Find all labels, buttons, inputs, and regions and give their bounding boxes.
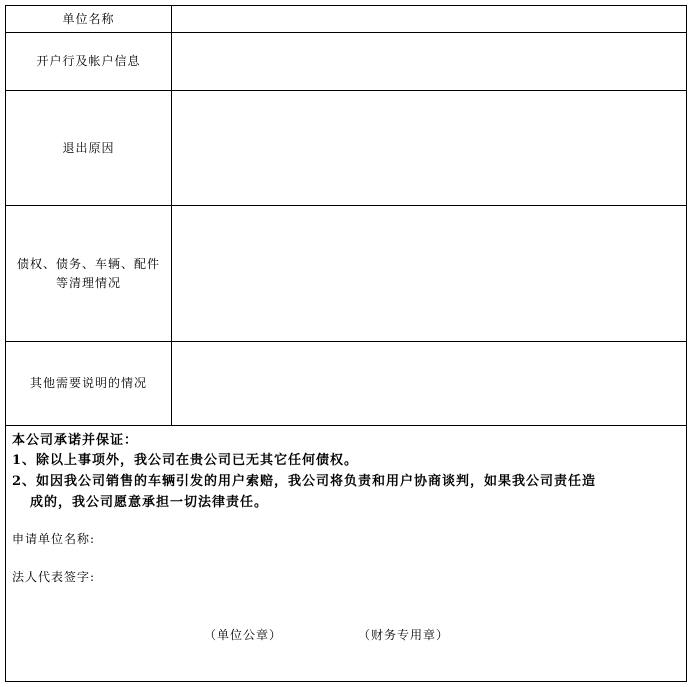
row-other-notes [6, 342, 686, 426]
pledge-item-1: 1、除以上事项外，我公司在贵公司已无其它任何债权。 [12, 453, 359, 468]
row-exit-reason [6, 91, 686, 206]
exit-reason-value[interactable] [172, 91, 686, 205]
applicant-name-field[interactable]: 申请单位名称: [12, 532, 96, 546]
finance-seal-placeholder: （财务专用章） [358, 628, 450, 642]
other-notes-label: 其他需要说明的情况 [6, 342, 172, 425]
pledge-title: 本公司承诺并保证： [12, 433, 139, 448]
row-debt-settlement [6, 206, 686, 342]
legal-rep-signature-field[interactable]: 法人代表签字: [12, 570, 96, 584]
unit-name-label: 单位名称 [6, 6, 172, 32]
debt-settlement-label-line1: 债权、债务、车辆、配件 [16, 256, 160, 271]
row-unit-name [6, 6, 686, 33]
pledge-section [6, 426, 686, 681]
pledge-item-2-line1: 2、如因我公司销售的车辆引发的用户索赔，我公司将负责和用户协商谈判，如果我公司责任造 [12, 474, 597, 489]
bank-info-label: 开户行及帐户信息 [6, 33, 172, 90]
pledge-item-2-line2: 成的，我公司愿意承担一切法律责任。 [30, 495, 269, 510]
exit-application-form [5, 5, 687, 682]
unit-seal-placeholder: （单位公章） [204, 628, 283, 642]
other-notes-value[interactable] [172, 342, 686, 425]
pledge-item-2 [12, 471, 680, 513]
unit-name-value[interactable] [172, 6, 686, 32]
bank-info-value[interactable] [172, 33, 686, 90]
row-bank-info [6, 33, 686, 91]
debt-settlement-value[interactable] [172, 206, 686, 341]
debt-settlement-label [6, 206, 172, 341]
debt-settlement-label-line2: 等清理情况 [55, 275, 121, 290]
exit-reason-label: 退出原因 [6, 91, 172, 205]
